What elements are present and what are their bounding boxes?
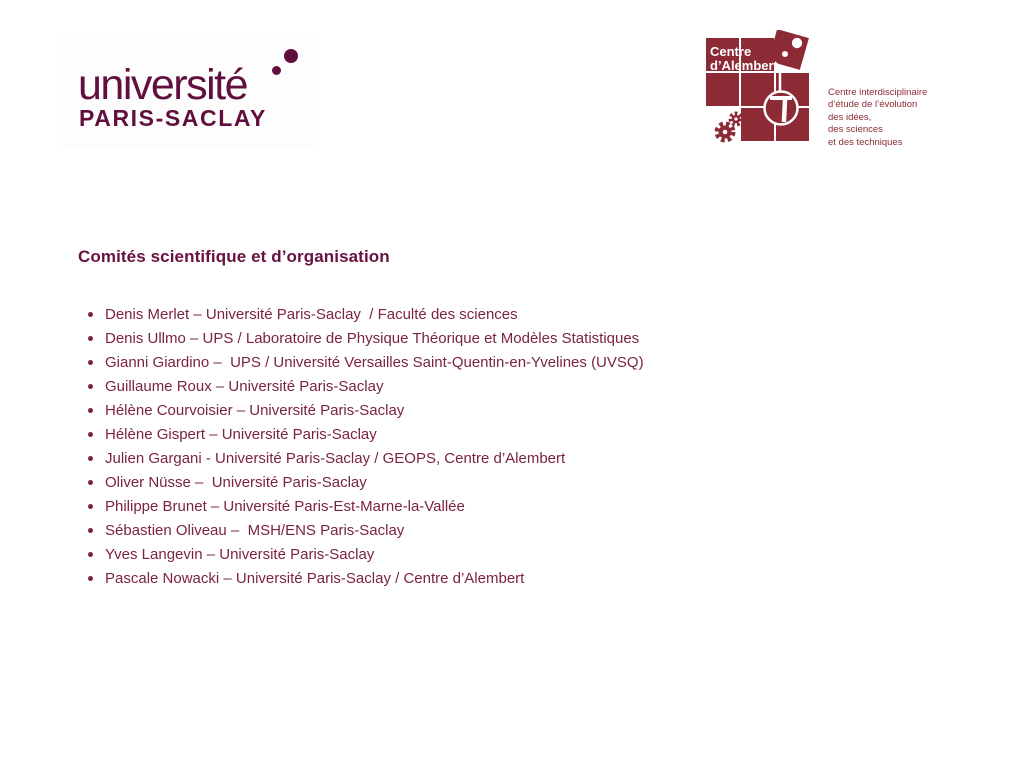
page-title: Comités scientifique et d’organisation: [78, 247, 390, 266]
list-item-text: Julien Gargani - Université Paris-Saclay / GEOPS, Centre d’Alembert: [105, 449, 566, 467]
list-item: [88, 302, 644, 326]
alembert-tiles-icon: [700, 30, 825, 155]
bullet-icon: [88, 480, 93, 485]
bullet-icon: [88, 432, 93, 437]
alembert-description-line: Centre interdisciplinaire: [828, 87, 928, 98]
list-item-text: Hélène Courvoisier – Université Paris-Saclay: [105, 401, 405, 419]
centre-alembert-logo: [700, 30, 945, 155]
alembert-description-line: des sciences: [828, 124, 883, 136]
gears-icon: [706, 108, 742, 141]
alembert-tile-text-line1: Centre: [710, 44, 752, 59]
list-item-text: Sébastien Oliveau – MSH/ENS Paris-Saclay: [105, 521, 405, 539]
list-item-text: Hélène Gispert – Université Paris-Saclay: [105, 425, 377, 443]
list-item: [88, 398, 644, 422]
paris-saclay-dot-large-icon: [284, 49, 298, 63]
alembert-description-line: d’étude de l’évolution: [828, 99, 918, 111]
list-item-text: Denis Ullmo – UPS / Laboratoire de Physique Théorique et Modèles Statistiques: [105, 329, 640, 347]
paris-saclay-wordmark: université: [78, 61, 248, 109]
alembert-tile-text-line2: d’Alembert: [710, 58, 778, 73]
bullet-icon: [88, 504, 93, 509]
bullet-icon: [88, 456, 93, 461]
list-item: [88, 446, 644, 470]
list-item: [88, 422, 644, 446]
bullet-icon: [88, 576, 93, 581]
bullet-icon: [88, 336, 93, 341]
list-item-text: Gianni Giardino – UPS / Université Versailles Saint-Quentin-en-Yvelines (UVSQ): [105, 353, 644, 371]
list-item: [88, 374, 644, 398]
list-item-text: Pascale Nowacki – Université Paris-Saclay / Centre d’Alembert: [105, 569, 525, 587]
alembert-description: [828, 87, 927, 149]
list-item: [88, 326, 644, 350]
committee-list: [88, 302, 644, 590]
paris-saclay-subtitle: PARIS-SACLAY: [79, 105, 267, 131]
list-item: [88, 566, 644, 590]
list-item-text: Philippe Brunet – Université Paris-Est-Marne-la-Vallée: [105, 497, 465, 515]
bullet-icon: [88, 552, 93, 557]
list-item: [88, 518, 644, 542]
list-item: [88, 542, 644, 566]
list-item-text: Denis Merlet – Université Paris-Saclay / Faculté des sciences: [105, 305, 518, 323]
bullet-icon: [88, 408, 93, 413]
bullet-icon: [88, 360, 93, 365]
list-item-text: Guillaume Roux – Université Paris-Saclay: [105, 377, 384, 395]
bullet-icon: [88, 528, 93, 533]
bullet-icon: [88, 384, 93, 389]
list-item-text: Yves Langevin – Université Paris-Saclay: [105, 545, 375, 563]
alembert-description-line: des idées,: [828, 111, 872, 123]
list-item: [88, 350, 644, 374]
paris-saclay-dot-medium-icon: [272, 66, 281, 75]
paris-saclay-logo: [58, 33, 318, 148]
list-item: [88, 494, 644, 518]
bullet-icon: [88, 312, 93, 317]
alembert-description-line: et des techniques: [828, 136, 903, 148]
list-item: [88, 470, 644, 494]
list-item-text: Oliver Nüsse – Université Paris-Saclay: [105, 473, 367, 491]
